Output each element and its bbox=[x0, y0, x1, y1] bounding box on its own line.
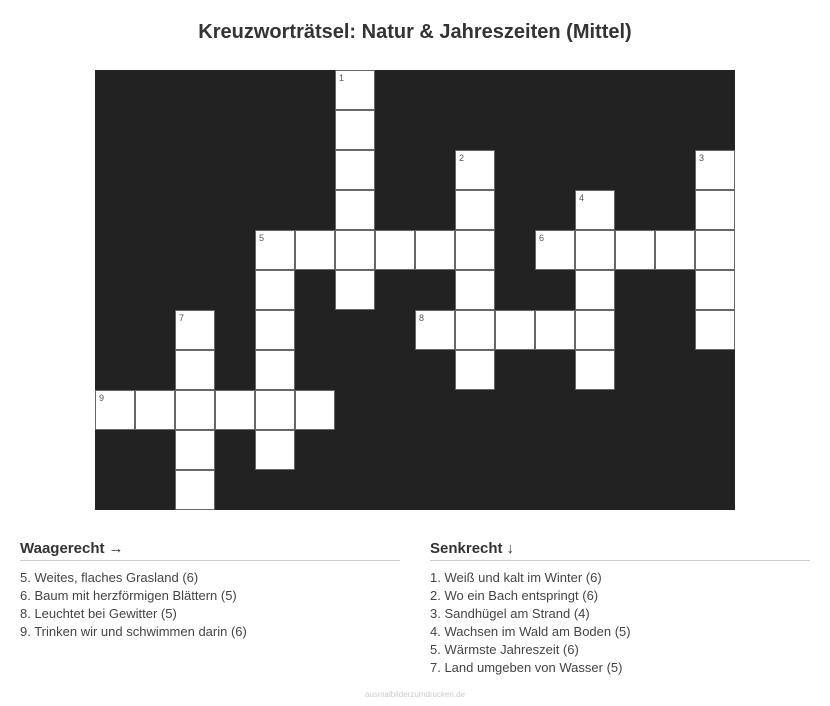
crossword-cell[interactable] bbox=[695, 190, 735, 230]
across-heading-label: Waagerecht bbox=[20, 540, 105, 557]
crossword-cell[interactable] bbox=[335, 70, 375, 110]
crossword-cell[interactable] bbox=[495, 310, 535, 350]
down-clue-list bbox=[430, 569, 810, 677]
crossword-cell[interactable] bbox=[175, 310, 215, 350]
across-clues-section bbox=[20, 540, 400, 641]
crossword-cell[interactable] bbox=[695, 270, 735, 310]
clue-number: 9 bbox=[99, 393, 105, 403]
crossword-cell[interactable] bbox=[335, 110, 375, 150]
clue-number: 8 bbox=[419, 313, 425, 323]
down-clue-item: 2. Wo ein Bach entspringt (6) bbox=[430, 588, 599, 603]
clue-number: 4 bbox=[579, 193, 585, 203]
crossword-cell[interactable] bbox=[575, 350, 615, 390]
crossword-cell[interactable] bbox=[335, 230, 375, 270]
crossword-cell[interactable] bbox=[175, 390, 215, 430]
crossword-cell[interactable] bbox=[455, 270, 495, 310]
crossword-cell[interactable] bbox=[255, 230, 295, 270]
across-heading bbox=[20, 540, 400, 561]
down-clue-item: 3. Sandhügel am Strand (4) bbox=[430, 606, 590, 621]
crossword-cell[interactable] bbox=[335, 190, 375, 230]
crossword-cell[interactable] bbox=[215, 390, 255, 430]
down-heading bbox=[430, 540, 810, 561]
crossword-cell[interactable] bbox=[415, 230, 455, 270]
crossword-cell[interactable] bbox=[695, 310, 735, 350]
crossword-cell[interactable] bbox=[695, 150, 735, 190]
crossword-cell[interactable] bbox=[455, 230, 495, 270]
across-clue-list bbox=[20, 569, 400, 641]
clue-number: 7 bbox=[179, 313, 185, 323]
crossword-cell[interactable] bbox=[415, 310, 455, 350]
crossword-cell[interactable] bbox=[255, 430, 295, 470]
crossword-cell[interactable] bbox=[175, 470, 215, 510]
crossword-cell[interactable] bbox=[255, 350, 295, 390]
clue-number: 1 bbox=[339, 73, 345, 83]
footer-credit: ausmalbilderzumdrucken.de bbox=[364, 690, 466, 699]
crossword-cell[interactable] bbox=[335, 270, 375, 310]
crossword-cell[interactable] bbox=[535, 230, 575, 270]
down-clue-item: 4. Wachsen im Wald am Boden (5) bbox=[430, 624, 631, 639]
crossword-cell[interactable] bbox=[655, 230, 695, 270]
clue-number: 3 bbox=[699, 153, 705, 163]
crossword-cell[interactable] bbox=[255, 270, 295, 310]
down-heading-label: Senkrecht bbox=[430, 540, 503, 557]
crossword-cell[interactable] bbox=[695, 230, 735, 270]
crossword-cell[interactable] bbox=[575, 270, 615, 310]
crossword-grid bbox=[95, 70, 735, 510]
down-clue-item: 5. Wärmste Jahreszeit (6) bbox=[430, 642, 579, 657]
clue-number: 6 bbox=[539, 233, 545, 243]
crossword-cell[interactable] bbox=[295, 230, 335, 270]
crossword-cell[interactable] bbox=[575, 190, 615, 230]
crossword-cell[interactable] bbox=[455, 150, 495, 190]
crossword-cell[interactable] bbox=[135, 390, 175, 430]
down-clues-section bbox=[430, 540, 810, 677]
across-clue-item: 8. Leuchtet bei Gewitter (5) bbox=[20, 606, 177, 621]
across-clue-item: 6. Baum mit herzförmigen Blättern (5) bbox=[20, 588, 237, 603]
crossword-cell[interactable] bbox=[455, 350, 495, 390]
crossword-cell[interactable] bbox=[575, 230, 615, 270]
clue-number: 2 bbox=[459, 153, 465, 163]
crossword-cell[interactable] bbox=[255, 310, 295, 350]
crossword-cell[interactable] bbox=[175, 350, 215, 390]
across-clue-item: 9. Trinken wir und schwimmen darin (6) bbox=[20, 624, 247, 639]
crossword-cell[interactable] bbox=[175, 430, 215, 470]
crossword-cell[interactable] bbox=[615, 230, 655, 270]
crossword-cell[interactable] bbox=[95, 390, 135, 430]
crossword-cell[interactable] bbox=[375, 230, 415, 270]
crossword-cell[interactable] bbox=[575, 310, 615, 350]
crossword-cell[interactable] bbox=[295, 390, 335, 430]
crossword-cell[interactable] bbox=[455, 310, 495, 350]
page-title: Kreuzworträtsel: Natur & Jahreszeiten (Mittel) bbox=[198, 21, 632, 43]
crossword-cell[interactable] bbox=[455, 190, 495, 230]
across-clue-item: 5. Weites, flaches Grasland (6) bbox=[20, 570, 199, 585]
crossword-cell[interactable] bbox=[535, 310, 575, 350]
crossword-cell[interactable] bbox=[335, 150, 375, 190]
crossword-cell[interactable] bbox=[255, 390, 295, 430]
clue-number: 5 bbox=[259, 233, 265, 243]
down-arrow-icon: ↓ bbox=[506, 540, 515, 557]
right-arrow-icon: → bbox=[108, 540, 124, 557]
down-clue-item: 1. Weiß und kalt im Winter (6) bbox=[430, 570, 602, 585]
down-clue-item: 7. Land umgeben von Wasser (5) bbox=[430, 660, 623, 675]
